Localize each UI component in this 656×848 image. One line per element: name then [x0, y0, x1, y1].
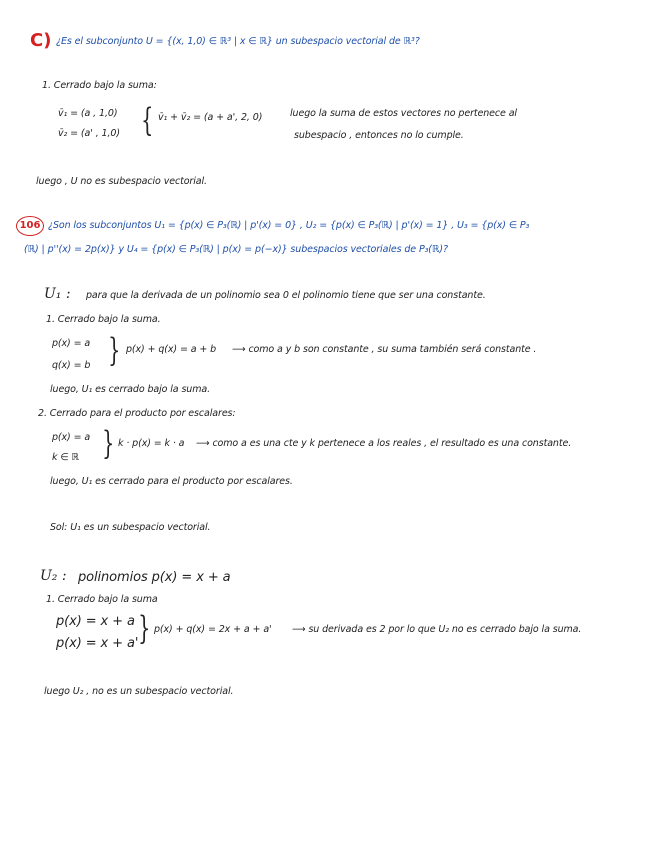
exercise-number: 106 [16, 216, 44, 236]
q106-line2: (ℝ) | p''(x) = 2p(x)} y U₄ = {p(x) ∈ P₃(ℝ) | p(x) = p(−x)} subespacios vectoriales de P₃(ℝ)? [24, 244, 448, 255]
question-c-text: ¿Es el subconjunto U = {(x, 1,0) ∈ ℝ³ | x ∈ ℝ} un subespacio vectorial de ℝ³? [56, 36, 420, 47]
c-expl2: subespacio , entonces no lo cumple. [294, 130, 464, 141]
u1-px: p(x) = a [52, 338, 91, 349]
u1-prod: k · p(x) = k · a [118, 438, 185, 449]
u1-header: U₁ : [44, 286, 71, 302]
u1-sum-expl: ⟶ como a y b son constante , su suma también será constante . [232, 344, 537, 355]
u1-px2: p(x) = a [52, 432, 91, 443]
brace: } [102, 424, 115, 462]
brace: { [141, 101, 154, 139]
c-v2: v̄₂ = (a' , 1,0) [58, 128, 120, 139]
u2-header: U₂ : [40, 568, 67, 584]
u2-px2: p(x) = x + a' [56, 636, 139, 651]
brace: } [108, 331, 121, 369]
c-sum: v̄₁ + v̄₂ = (a + a', 2, 0) [158, 112, 263, 123]
u1-solution: Sol: U₁ es un subespacio vectorial. [50, 522, 211, 533]
c-expl1: luego la suma de estos vectores no pertenece al [290, 108, 517, 119]
question-letter: C) [30, 30, 52, 51]
u1-concl2: luego, U₁ es cerrado para el producto por escalares. [50, 476, 293, 487]
u2-sum-expl: ⟶ su derivada es 2 por lo que U₂ no es cerrado bajo la suma. [292, 624, 582, 635]
u2-sum: p(x) + q(x) = 2x + a + a' [154, 624, 272, 635]
u1-sum: p(x) + q(x) = a + b [126, 344, 217, 355]
u1-qx: q(x) = b [52, 360, 91, 371]
u1-step2: 2. Cerrado para el producto por escalares: [38, 408, 236, 419]
brace: } [138, 609, 151, 647]
u2-px: p(x) = x + a [56, 614, 135, 629]
u2-intro: polinomios p(x) = x + a [78, 570, 231, 585]
c-v1: v̄₁ = (a , 1,0) [58, 108, 118, 119]
u1-concl1: luego, U₁ es cerrado bajo la suma. [50, 384, 211, 395]
u1-prod-expl: ⟶ como a es una cte y k pertenece a los reales , el resultado es una constante. [196, 438, 572, 449]
u1-k: k ∈ ℝ [52, 452, 79, 463]
c-conclusion: luego , U no es subespacio vectorial. [36, 176, 207, 187]
u2-step1: 1. Cerrado bajo la suma [46, 594, 158, 605]
u1-intro: para que la derivada de un polinomio sea 0 el polinomio tiene que ser una constante. [86, 290, 486, 301]
c-step1: 1. Cerrado bajo la suma: [42, 80, 157, 91]
u2-conclusion: luego U₂ , no es un subespacio vectorial. [44, 686, 234, 697]
u1-step1: 1. Cerrado bajo la suma. [46, 314, 161, 325]
q106-line1: ¿Son los subconjuntos U₁ = {p(x) ∈ P₃(ℝ) | p'(x) = 0} , U₂ = {p(x) ∈ P₃(ℝ) | p'(x) = 1} , U₃ = {p(x) ∈ P₃ [48, 220, 530, 231]
